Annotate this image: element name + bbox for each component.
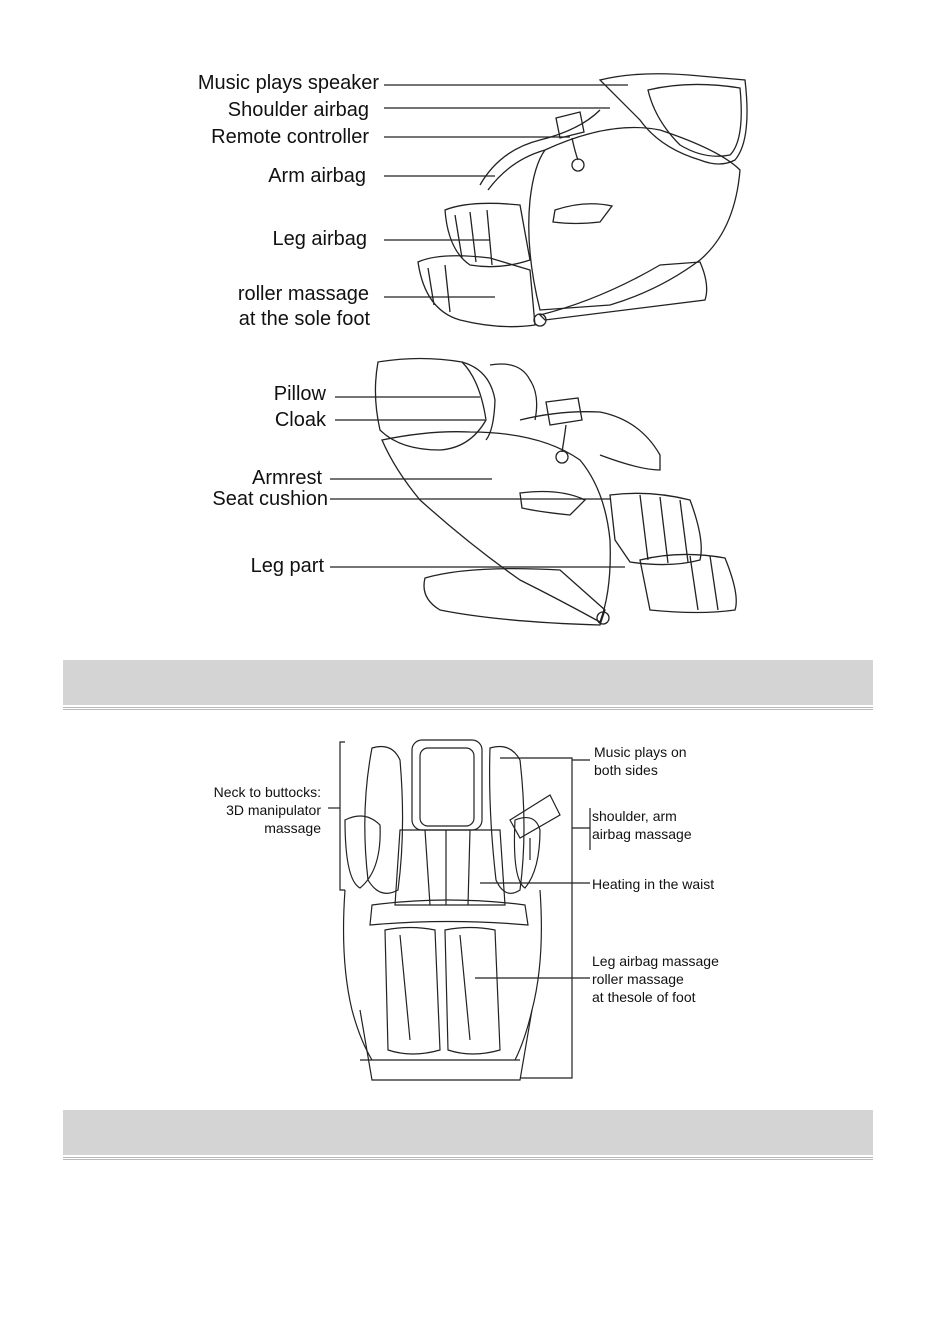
label-cloak: Cloak	[274, 409, 326, 431]
label-shoulder-arm-1: shoulder, arm	[592, 808, 677, 824]
label-armrest: Armrest	[252, 467, 322, 489]
label-heating-waist: Heating in the waist	[592, 876, 715, 892]
label-leg-part: Leg part	[250, 555, 324, 577]
label-arm-airbag: Arm airbag	[268, 165, 366, 187]
bracket-left	[340, 742, 345, 890]
label-neck-buttocks-2: 3D manipulator	[226, 802, 321, 818]
section-divider-2	[63, 1157, 873, 1160]
label-sole-of-foot: at thesole of foot	[592, 989, 696, 1005]
label-remote-controller: Remote controller	[211, 126, 369, 148]
label-roller-massage: roller massage	[592, 971, 684, 987]
label-roller-sole-1: roller massage	[237, 283, 369, 305]
label-neck-buttocks-1: Neck to buttocks:	[213, 784, 321, 800]
label-roller-sole-2: at the sole foot	[238, 308, 370, 330]
chair-front	[344, 740, 560, 1080]
label-music-both-2: both sides	[594, 762, 658, 778]
label-pillow: Pillow	[273, 383, 326, 405]
label-music-both-1: Music plays on	[594, 744, 687, 760]
bracket-right	[500, 758, 572, 1078]
label-leg-airbag: Leg airbag	[272, 228, 367, 250]
label-seat-cushion: Seat cushion	[212, 488, 328, 510]
section-band-2	[63, 1110, 873, 1155]
label-neck-buttocks-3: massage	[264, 820, 321, 836]
label-shoulder-airbag: Shoulder airbag	[227, 99, 369, 121]
label-shoulder-arm-2: airbag massage	[592, 826, 692, 842]
label-leg-airbag-massage: Leg airbag massage	[592, 953, 719, 969]
label-music-speaker: Music plays speaker	[197, 72, 379, 94]
